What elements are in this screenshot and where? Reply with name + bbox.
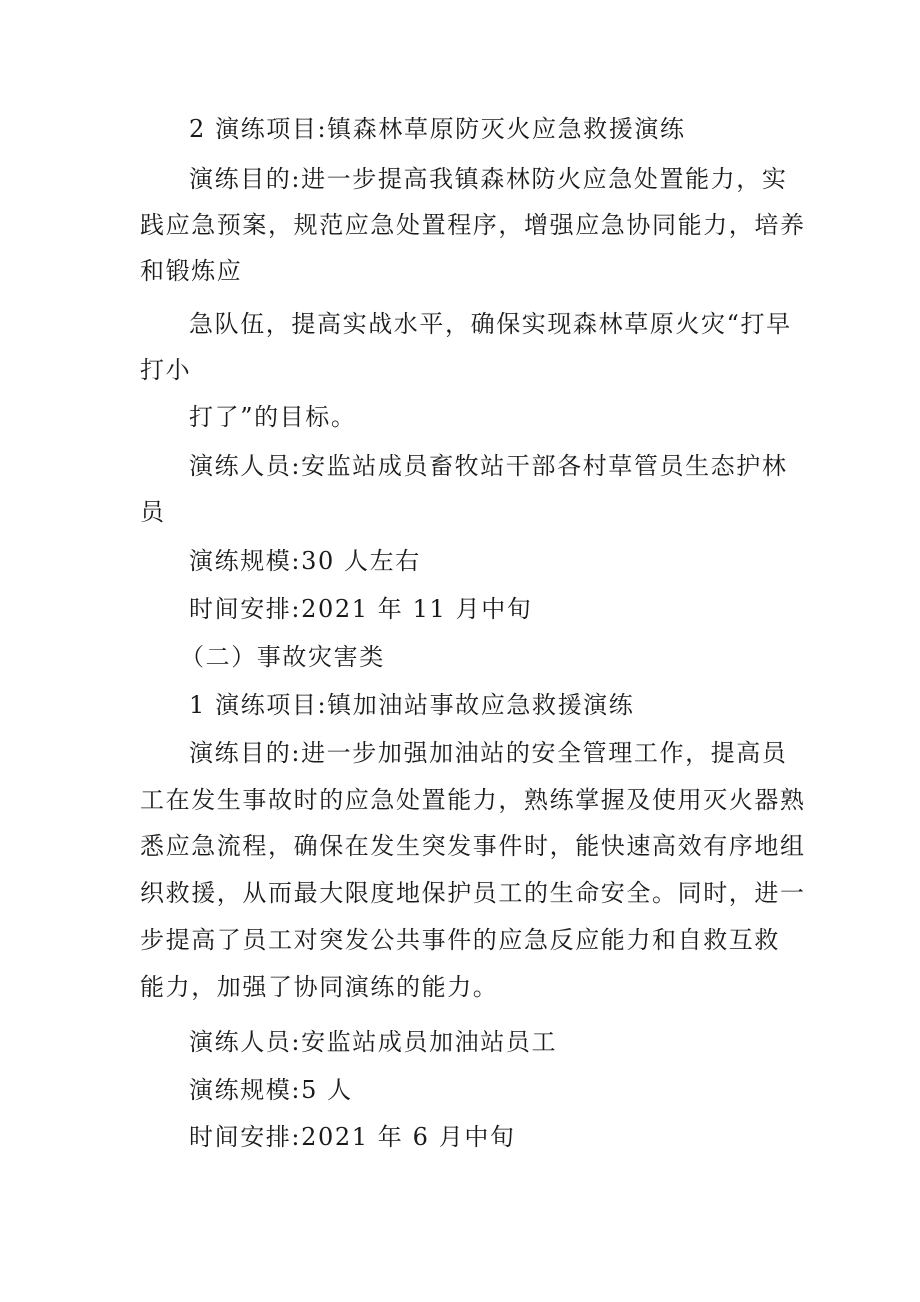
drill-scale-line: 演练规模:30 人左右 [189,547,421,575]
drill-personnel-line: 演练人员:安监站成员加油站员工 [189,1028,558,1056]
drill-purpose-line: 急队伍，提高实战水平，确保实现森林草原火灾“打早 [189,310,792,338]
drill-purpose-line: 能力，加强了协同演练的能力。 [140,973,499,1001]
drill-scale-line: 演练规模:5 人 [189,1076,353,1104]
drill-item-1-title: 1 演练项目:镇加油站事故应急救援演练 [189,691,635,719]
drill-purpose-line: 步提高了员工对突发公共事件的应急反应能力和自救互救 [140,926,780,954]
drill-purpose-line: 演练目的:进一步提高我镇森林防火应急处置能力，实 [189,165,788,193]
drill-personnel-line: 员 [140,498,166,526]
drill-purpose-line: 打小 [140,356,192,384]
drill-purpose-line: 践应急预案，规范应急处置程序，增强应急协同能力，培养 [140,211,806,239]
drill-purpose-line: 悉应急流程，确保在发生突发事件时，能快速高效有序地组 [140,832,806,860]
drill-purpose-line: 打了”的目标。 [189,403,357,431]
drill-personnel-line: 演练人员:安监站成员畜牧站干部各村草管员生态护林 [189,452,788,480]
drill-purpose-line: 演练目的:进一步加强加油站的安全管理工作，提高员 [189,739,788,767]
drill-purpose-line: 织救援，从而最大限度地保护员工的生命安全。同时，进一 [140,879,806,907]
drill-item-2-title: 2 演练项目:镇森林草原防灭火应急救援演练 [189,115,686,143]
drill-schedule-line: 时间安排:2021 年 11 月中旬 [189,595,533,623]
drill-purpose-line: 和锻炼应 [140,257,243,285]
section-heading: （二）事故灾害类 [180,643,385,671]
drill-schedule-line: 时间安排:2021 年 6 月中旬 [189,1123,516,1151]
drill-purpose-line: 工在发生事故时的应急处置能力，熟练掌握及使用灭火器熟 [140,786,806,814]
